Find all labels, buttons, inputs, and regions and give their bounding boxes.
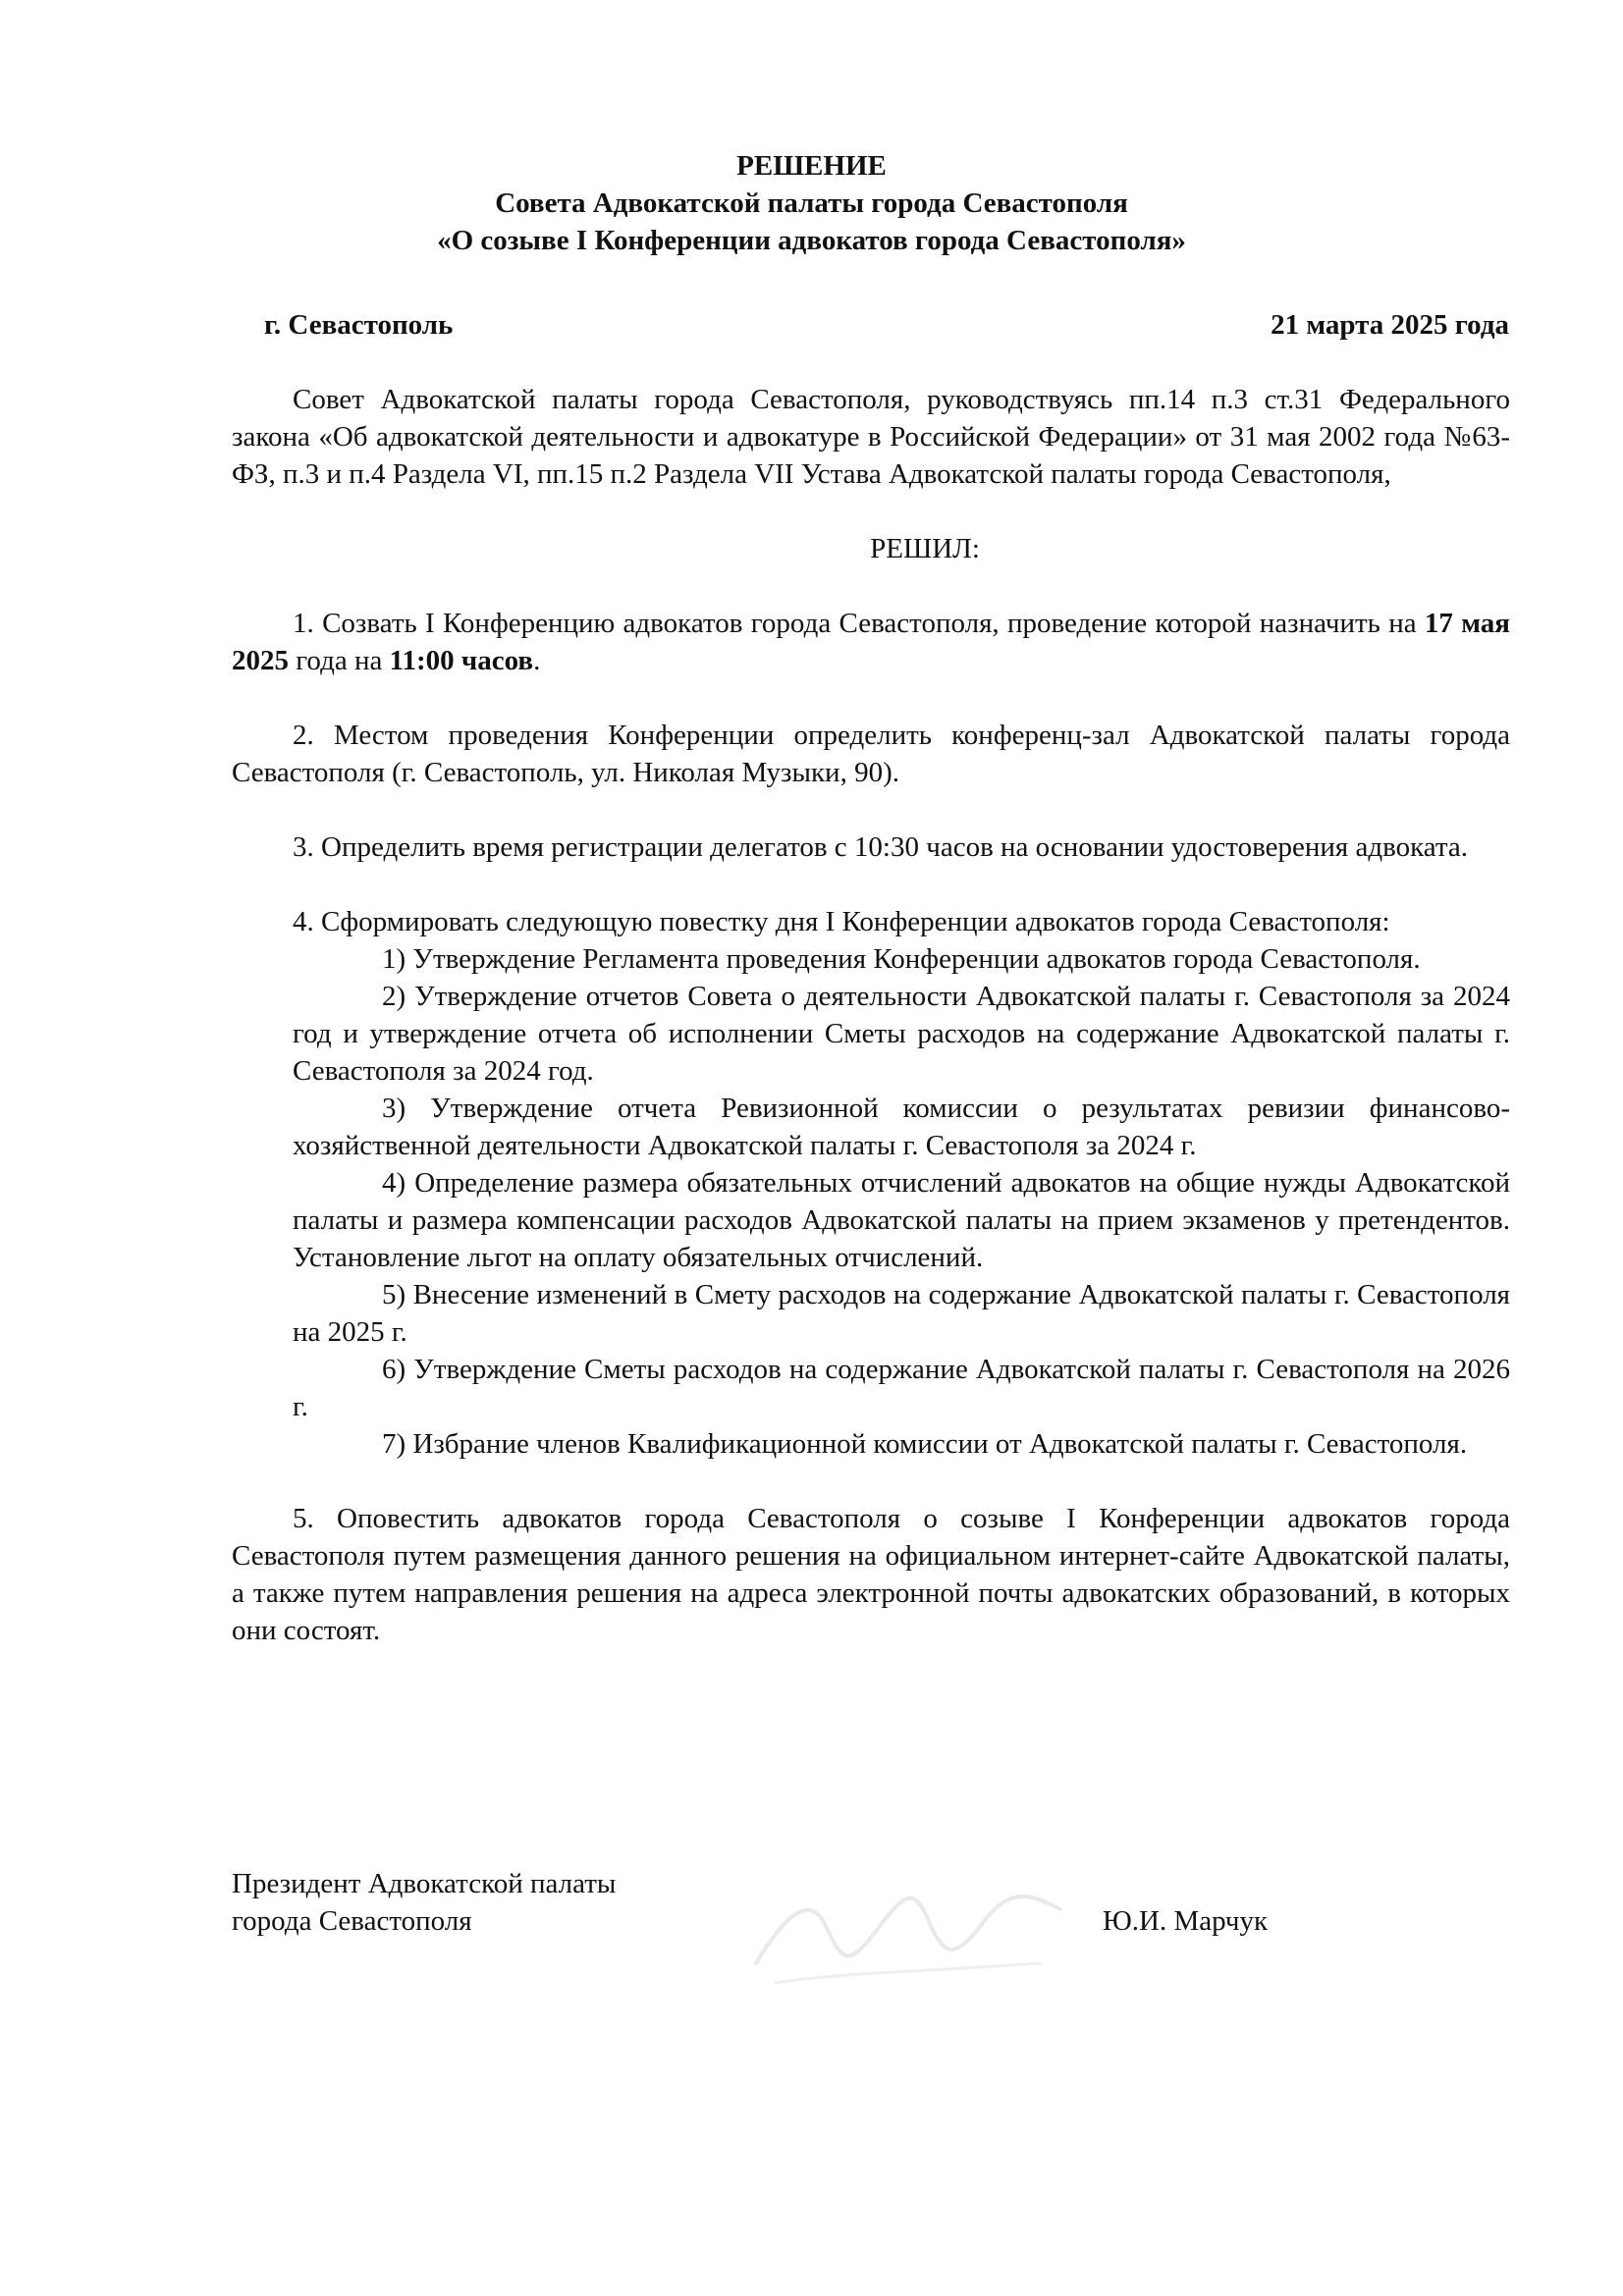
item-4-intro: 4. Сформировать следующую повестку дня I Конференции адвокатов города Севастополя:	[293, 906, 1390, 937]
document-body	[232, 381, 1510, 1649]
signatory-position-line-1: Президент Адвокатской палаты	[232, 1868, 617, 1899]
signature-block	[232, 1865, 1510, 1940]
decision-date: 21 марта 2025 года	[1271, 309, 1509, 341]
agenda-list	[232, 940, 1510, 1463]
decision-subject: «О созыве I Конференции адвокатов города Севастополя»	[437, 225, 1186, 256]
item-1-text-end: .	[533, 645, 541, 676]
item-5: 5. Оповестить адвокатов города Севастополя о созыве I Конференции адвокатов города Севастополя путем размещения данного решения на официальном интернет-сайте Адвокатской палаты, а также путем направления решения на адреса электронной почты адвокатских образований, в которых они состоят.	[232, 1503, 1510, 1646]
conference-date: 17 мая 2025	[232, 608, 1510, 676]
document-header	[0, 147, 1623, 259]
item-1	[232, 605, 1510, 679]
document-type-title: РЕШЕНИЕ	[736, 150, 887, 182]
item-3: 3. Определить время регистрации делегатов с 10:30 часов на основании удостоверения адвоката.	[293, 831, 1469, 863]
item-1-text-mid: года на	[289, 645, 390, 676]
signatory-name: Ю.И. Марчук	[1103, 1905, 1269, 1937]
agenda-item: 7) Избрание членов Квалификационной комиссии от Адвокатской палаты г. Севастополя.	[382, 1428, 1468, 1460]
agenda-item: 3) Утверждение отчета Ревизионной комиссии о результатах ревизии финансово-хозяйственной деятельности Адвокатской палаты г. Севастополя за 2024 г.	[293, 1093, 1510, 1161]
agenda-item: 6) Утверждение Сметы расходов на содержание Адвокатской палаты г. Севастополя на 2026 г.	[293, 1354, 1510, 1422]
conference-time: 11:00 часов	[389, 645, 534, 676]
agenda-item: 2) Утверждение отчетов Совета о деятельности Адвокатской палаты г. Севастополя за 2024 год и утверждение отчета об исполнении Сметы расходов на содержание Адвокатской палаты г. Севастополя за 2024 год.	[293, 981, 1510, 1087]
agenda-item: 1) Утверждение Регламента проведения Конференции адвокатов города Севастополя.	[382, 943, 1421, 975]
agenda-item: 5) Внесение изменений в Смету расходов на содержание Адвокатской палаты г. Севастополя на 2025 г.	[293, 1279, 1510, 1348]
preamble: Совет Адвокатской палаты города Севастополя, руководствуясь пп.14 п.3 ст.31 Федерального закона «Об адвокатской деятельности и адвокатуре в Российской Федерации» от 31 мая 2002 года №63-ФЗ, п.3 и п.4 Раздела VI, пп.15 п.2 Раздела VII Устава Адвокатской палаты города Севастополя,	[232, 384, 1510, 490]
resolved-heading: РЕШИЛ:	[870, 533, 980, 564]
agenda-item: 4) Определение размера обязательных отчислений адвокатов на общие нужды Адвокатской палаты и размера компенсации расходов Адвокатской палаты на прием экзаменов у претендентов. Установление льгот на оплату обязательных отчислений.	[293, 1167, 1510, 1273]
place: г. Севастополь	[264, 309, 454, 341]
item-1-text: 1. Созвать I Конференцию адвокатов города Севастополя, проведение которой назначить на	[293, 608, 1425, 639]
signatory-position-line-2: города Севастополя	[232, 1905, 472, 1937]
item-2: 2. Местом проведения Конференции определить конференц-зал Адвокатской палаты города Севастополя (г. Севастополь, ул. Николая Музыки, 90).	[232, 720, 1510, 788]
issuing-body: Совета Адвокатской палаты города Севастополя	[495, 187, 1128, 219]
